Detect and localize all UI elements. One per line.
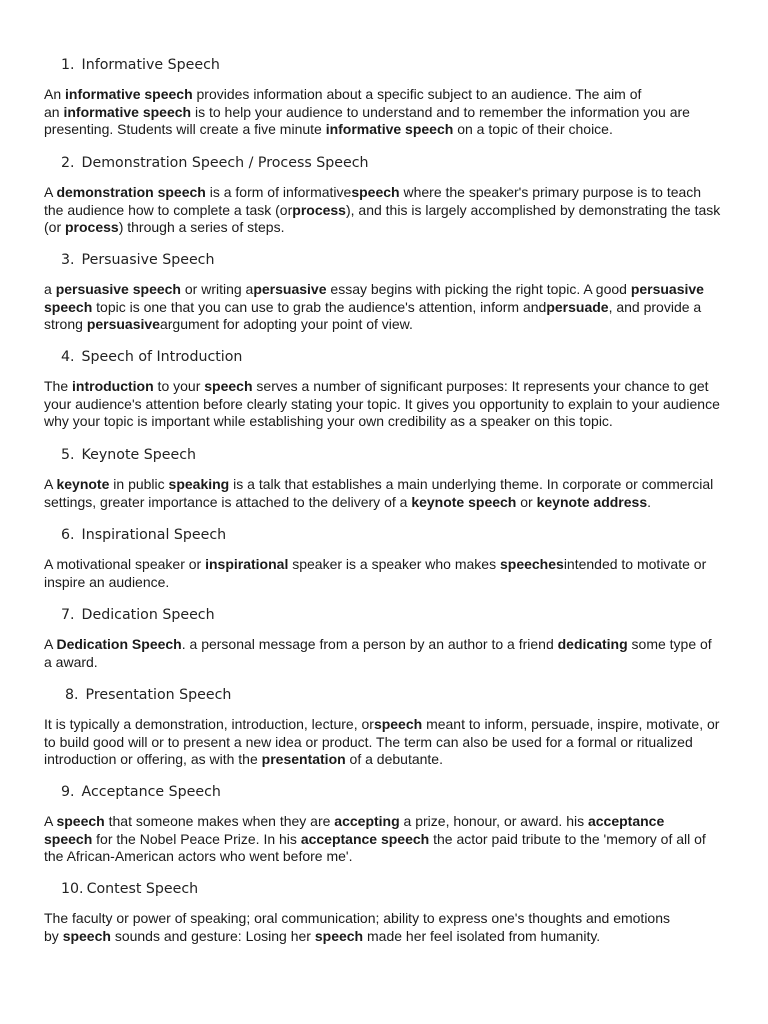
section-paragraph — [44, 281, 724, 334]
text-run: A — [44, 184, 57, 200]
text-run: ), and this is largely accomplished by demonstrating the task — [345, 201, 721, 218]
text-run: strong — [44, 316, 87, 333]
text-run: (or — [44, 219, 65, 236]
bold-term: keynote speech — [411, 493, 517, 510]
text-run: is to help your audience to understand and to remember the information you are — [191, 103, 690, 120]
bold-term: keynote — [56, 476, 110, 492]
text-run: . — [647, 493, 651, 510]
text-run: made her feel isolated from humanity. — [363, 927, 601, 944]
section-title: Acceptance Speech — [81, 784, 221, 800]
text-run: to build good will or to present a new idea or product. The term can also be used for a formal or ritualized — [44, 733, 693, 750]
bold-term: keynote address — [536, 493, 648, 510]
section-acceptance-speech — [44, 782, 724, 866]
section-presentation-speech — [44, 685, 724, 769]
text-run: presenting. Students will create a five minute — [44, 121, 326, 138]
bold-term: speech — [314, 927, 364, 944]
text-run: where the speaker's primary purpose is to teach — [399, 184, 702, 200]
section-paragraph — [44, 378, 724, 431]
bold-term: speeches — [499, 556, 564, 572]
section-heading — [44, 685, 724, 705]
section-title: Presentation Speech — [85, 687, 232, 703]
text-run: . a personal message from a person by an author to a friend — [181, 636, 558, 652]
bold-term: speech — [56, 813, 105, 829]
bold-term: speaking — [168, 476, 230, 492]
text-run: a — [44, 281, 56, 297]
text-run: intended to motivate or — [563, 556, 707, 572]
bold-term: speech — [62, 927, 111, 944]
text-run: or writing a — [180, 281, 254, 297]
text-run: It is typically a demonstration, introduction, lecture, or — [44, 716, 374, 732]
bold-term: persuasive speech — [55, 281, 181, 297]
bold-term: informative speech — [325, 121, 454, 138]
text-run: A motivational speaker or — [44, 556, 206, 572]
text-run: the African-American actors who went before me'. — [44, 848, 353, 865]
text-run: provides information about a specific subject to an audience. The aim of — [192, 86, 642, 102]
section-title: Keynote Speech — [81, 447, 197, 463]
text-run: or — [516, 493, 537, 510]
bold-term: inspirational — [205, 556, 289, 572]
text-run: the audience how to complete a task (or — [44, 201, 293, 218]
bold-term: speech — [373, 716, 423, 732]
text-run: An — [44, 86, 66, 102]
bold-term: speech — [204, 378, 253, 394]
text-run: for the Nobel Peace Prize. In his — [92, 830, 301, 847]
section-number: 4. — [61, 349, 75, 365]
bold-term: introduction — [72, 378, 154, 394]
section-number: 5. — [61, 447, 75, 463]
section-title: Inspirational Speech — [81, 527, 227, 543]
text-run: speaker is a speaker who makes — [288, 556, 500, 572]
text-run: is a talk that establishes a main underlying theme. In corporate or commercial — [229, 476, 714, 492]
section-speech-of-introduction — [44, 347, 724, 431]
bold-term: informative speech — [65, 86, 193, 102]
section-paragraph — [44, 556, 724, 591]
section-heading — [44, 347, 724, 367]
section-keynote-speech — [44, 445, 724, 511]
section-heading — [44, 445, 724, 465]
bold-term: informative speech — [63, 103, 192, 120]
section-paragraph — [44, 184, 724, 237]
text-run: the actor paid tribute to the 'memory of all of — [429, 830, 706, 847]
text-run: A — [44, 813, 57, 829]
text-run: some type of — [627, 636, 712, 652]
text-run: meant to inform, persuade, inspire, motivate, or — [422, 716, 720, 732]
text-run: A — [44, 636, 57, 652]
text-run: is a form of informative — [205, 184, 352, 200]
bold-term: acceptance speech — [300, 830, 430, 847]
section-persuasive-speech — [44, 250, 724, 334]
text-run: a award. — [44, 653, 98, 670]
text-run: by — [44, 927, 63, 944]
section-number: 2. — [61, 155, 75, 171]
section-number: 10. — [61, 881, 84, 897]
section-contest-speech — [44, 879, 724, 945]
text-run: on a topic of their choice. — [453, 121, 613, 138]
text-run: sounds and gesture: Losing her — [110, 927, 315, 944]
text-run: serves a number of significant purposes: It represents your chance to get — [252, 378, 709, 394]
bold-term: persuasive — [253, 281, 327, 297]
bold-term: speech — [44, 830, 93, 847]
bold-term: accepting — [334, 813, 400, 829]
section-number: 8. — [65, 687, 79, 703]
bold-term: persuasive — [630, 281, 704, 297]
text-run: to your — [153, 378, 205, 394]
text-run: an — [44, 103, 64, 120]
section-heading — [44, 782, 724, 802]
text-run: why your topic is important while establishing your own credibility as a speaker on this topic. — [44, 413, 613, 430]
section-paragraph — [44, 716, 724, 769]
text-run: in public — [109, 476, 169, 492]
section-inspirational-speech — [44, 525, 724, 591]
bold-term: speech — [44, 298, 93, 315]
section-title: Informative Speech — [81, 57, 220, 73]
text-run: essay begins with picking the right topic. A good — [326, 281, 631, 297]
section-paragraph — [44, 910, 724, 945]
bold-term: presentation — [261, 751, 346, 768]
section-heading — [44, 879, 724, 899]
section-title: Persuasive Speech — [81, 252, 215, 268]
text-run: The — [44, 378, 73, 394]
section-demonstration-speech — [44, 153, 724, 237]
text-run: that someone makes when they are — [104, 813, 335, 829]
section-paragraph — [44, 476, 724, 511]
text-run: topic is one that you can use to grab the audience's attention, inform and — [92, 298, 547, 315]
section-heading — [44, 605, 724, 625]
bold-term: demonstration speech — [56, 184, 206, 200]
text-run: The faculty or power of speaking; oral communication; ability to express one's thoughts and emotions — [44, 910, 671, 926]
text-run: inspire an audience. — [44, 573, 170, 590]
text-run: , and provide a — [608, 298, 702, 315]
section-informative-speech — [44, 55, 724, 139]
section-number: 9. — [61, 784, 75, 800]
text-run: introduction or offering, as with the — [44, 751, 262, 768]
section-number: 1. — [61, 57, 75, 73]
section-paragraph — [44, 813, 724, 866]
bold-term: persuade — [546, 298, 609, 315]
bold-term: Dedication Speech — [56, 636, 182, 652]
bold-term: process — [292, 201, 346, 218]
section-heading — [44, 55, 724, 75]
section-title: Dedication Speech — [81, 607, 215, 623]
section-dedication-speech — [44, 605, 724, 671]
section-title: Speech of Introduction — [81, 349, 243, 365]
section-number: 3. — [61, 252, 75, 268]
text-run: settings, greater importance is attached to the delivery of a — [44, 493, 412, 510]
text-run: ) through a series of steps. — [118, 219, 285, 236]
section-title: Contest Speech — [86, 881, 199, 897]
section-number: 6. — [61, 527, 75, 543]
section-heading — [44, 525, 724, 545]
bold-term: persuasive — [86, 316, 160, 333]
text-run: your audience's attention before clearly stating your topic. It gives you opportunity to explain to your audience — [44, 395, 720, 412]
text-run: a prize, honour, or award. his — [399, 813, 588, 829]
section-heading — [44, 153, 724, 173]
bold-term: speech — [351, 184, 400, 200]
section-paragraph — [44, 636, 724, 671]
bold-term: acceptance — [587, 813, 665, 829]
section-heading — [44, 250, 724, 270]
bold-term: process — [65, 219, 119, 236]
bold-term: dedicating — [557, 636, 628, 652]
text-run: of a debutante. — [345, 751, 443, 768]
section-title: Demonstration Speech / Process Speech — [81, 155, 369, 171]
section-number: 7. — [61, 607, 75, 623]
text-run: A — [44, 476, 57, 492]
section-paragraph — [44, 86, 724, 139]
text-run: argument for adopting your point of view. — [159, 316, 413, 333]
